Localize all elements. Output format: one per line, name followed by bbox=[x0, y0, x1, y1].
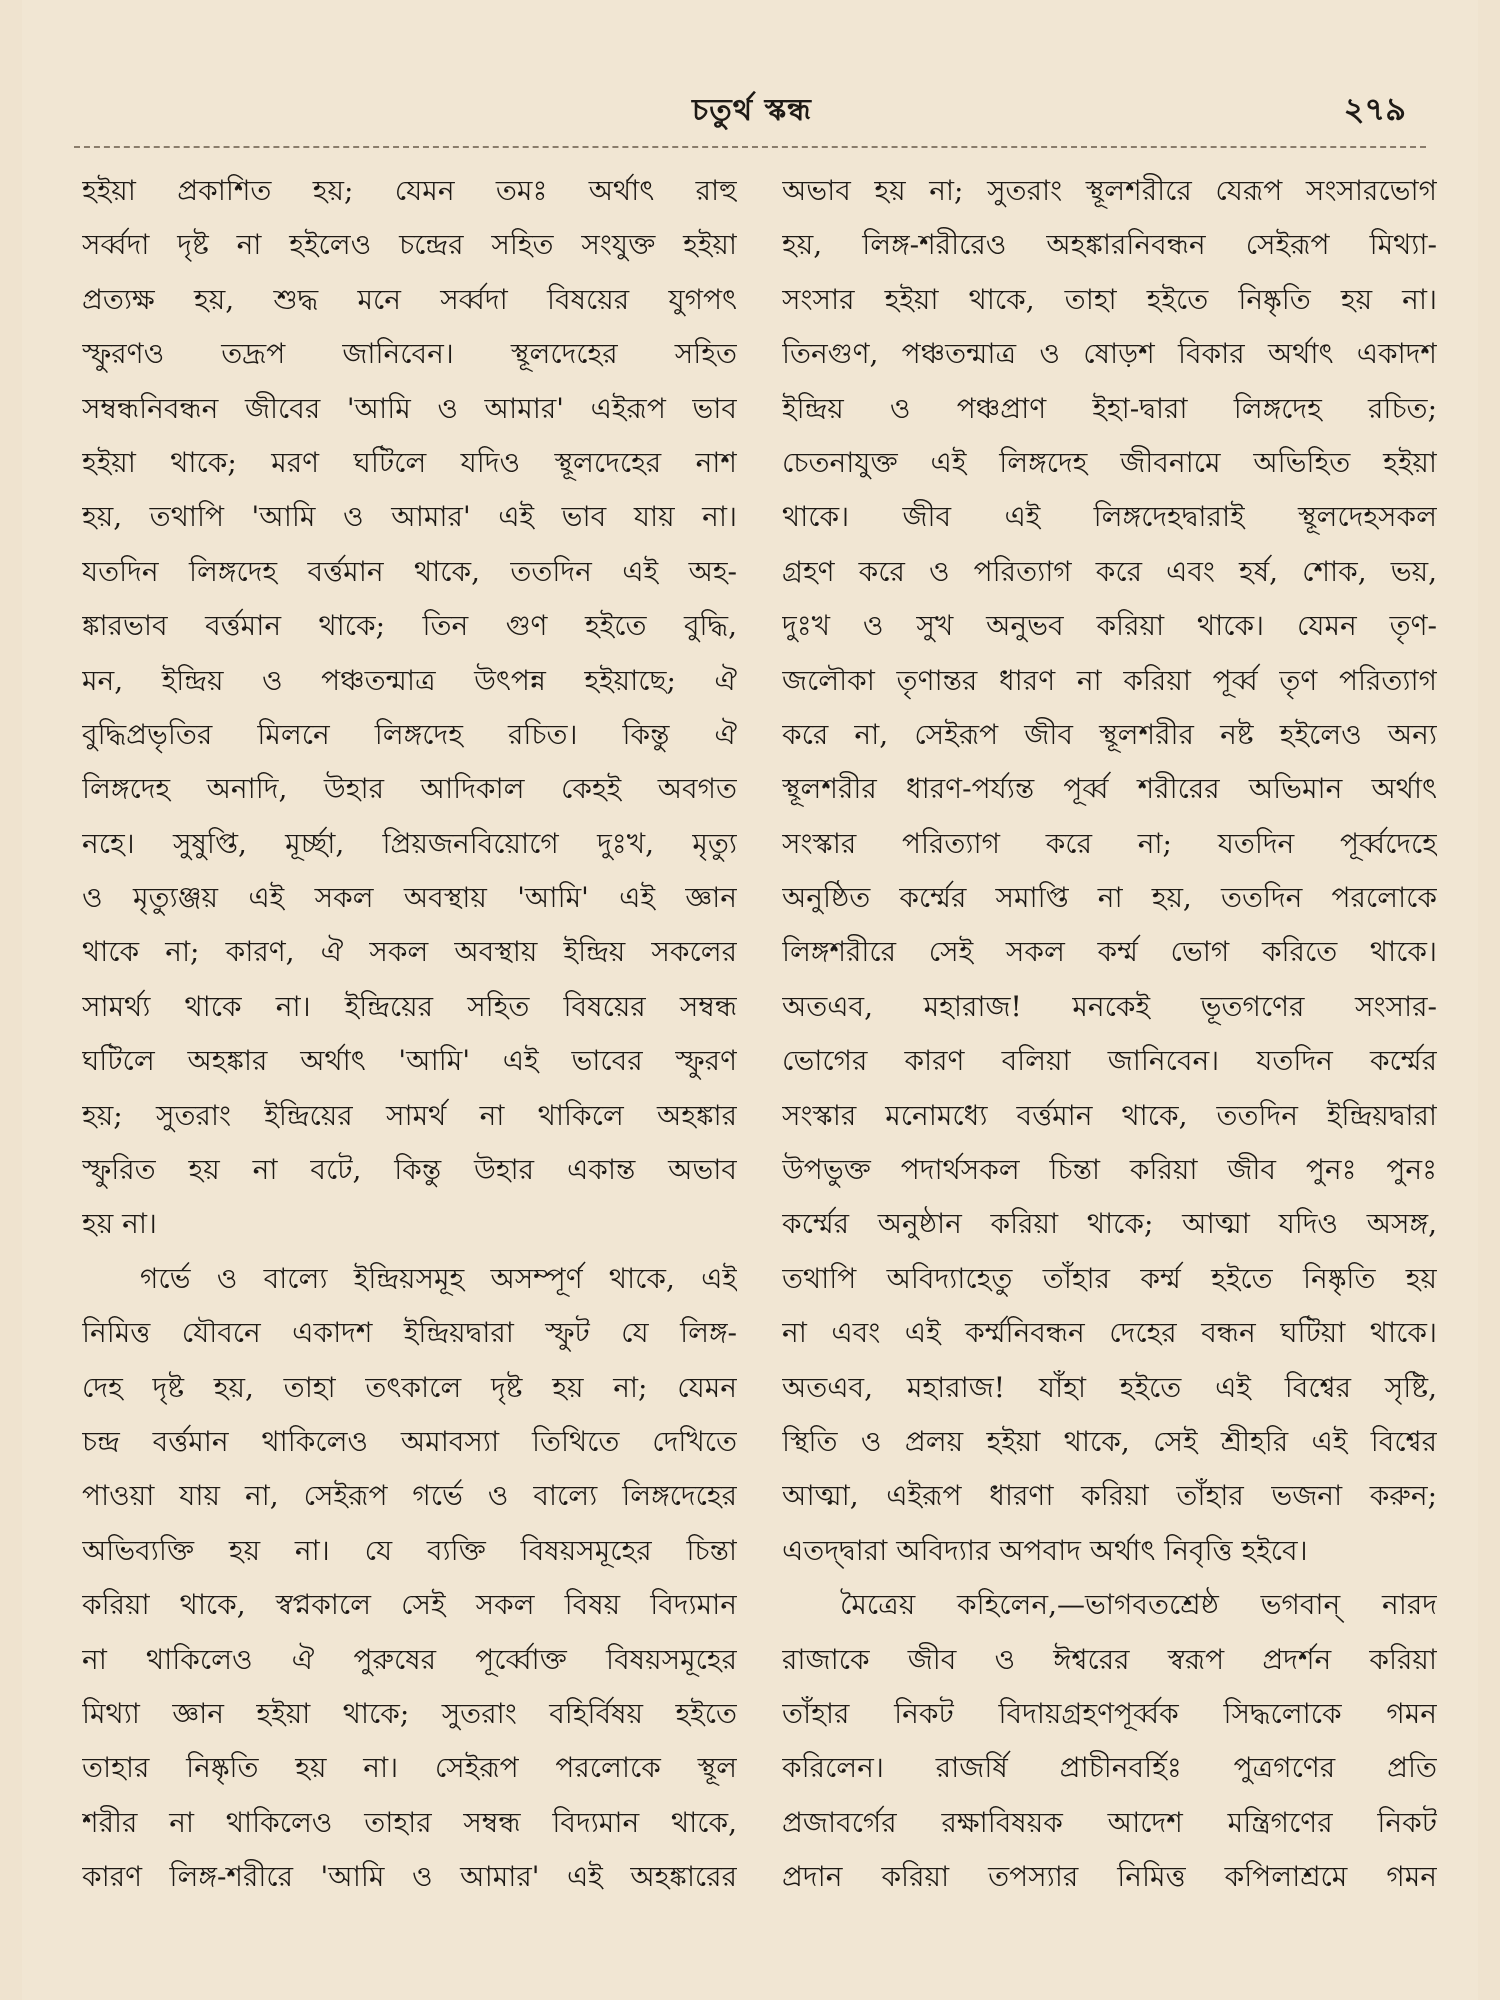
right-column bbox=[782, 164, 1437, 1905]
text-line: বুদ্ধিপ্রভৃতির মিলনে লিঙ্গদেহ রচিত। কিন্তু ঐ bbox=[82, 717, 737, 751]
page-number: ২৭৯ bbox=[1343, 90, 1406, 128]
text-line: স্ফুরিত হয় না বটে, কিন্তু উহার একান্ত অভাব bbox=[82, 1153, 737, 1187]
text-line: সর্ব্বদা দৃষ্ট না হইলেও চন্দ্রের সহিত সংযুক্ত হইয়া bbox=[82, 228, 737, 262]
text-line: প্রদান করিয়া তপস্যার নিমিত্ত কপিলাশ্রমে গমন bbox=[782, 1860, 1437, 1894]
text-line: স্ফুরণও তদ্রূপ জানিবেন। স্থূলদেহের সহিত bbox=[82, 337, 737, 371]
text-line: এতদ্দ্বারা অবিদ্যার অপবাদ অর্থাৎ নিবৃত্তি হইবে। bbox=[782, 1533, 1308, 1567]
text-line: চন্দ্র বর্ত্তমান থাকিলেও অমাবস্যা তিথিতে দেখিতে bbox=[82, 1424, 737, 1458]
text-line: জলৌকা তৃণান্তর ধারণ না করিয়া পূর্ব্ব তৃণ পরিত্যাগ bbox=[782, 663, 1437, 697]
text-line: নহে। সুষুপ্তি, মূর্চ্ছা, প্রিয়জনবিয়োগে দুঃখ, মৃত্যু bbox=[82, 826, 737, 860]
text-line: উপভুক্ত পদার্থসকল চিন্তা করিয়া জীব পুনঃ পুনঃ bbox=[782, 1153, 1437, 1187]
text-line: হয়, তথাপি 'আমি ও আমার' এই ভাব যায় না। bbox=[82, 500, 737, 534]
text-line: প্রজাবর্গের রক্ষাবিষয়ক আদেশ মন্ত্রিগণের নিকট bbox=[782, 1805, 1437, 1839]
text-line: সংসার হইয়া থাকে, তাহা হইতে নিষ্কৃতি হয় না। bbox=[782, 282, 1437, 316]
page bbox=[22, 0, 1478, 2000]
header-divider bbox=[74, 146, 1426, 148]
text-line: যতদিন লিঙ্গদেহ বর্ত্তমান থাকে, ততদিন এই অহ- bbox=[82, 554, 737, 588]
text-line: হয়, লিঙ্গ-শরীরেও অহঙ্কারনিবন্ধন সেইরূপ মিথ্যা- bbox=[782, 228, 1437, 262]
text-line: লিঙ্গদেহ অনাদি, উহার আদিকাল কেহই অবগত bbox=[82, 772, 737, 806]
text-line: না থাকিলেও ঐ পুরুষের পূর্ব্বোক্ত বিষয়সমূহের bbox=[82, 1642, 737, 1676]
text-line: অনুষ্ঠিত কর্ম্মের সমাপ্তি না হয়, ততদিন পরলোকে bbox=[782, 881, 1437, 915]
text-line: অতএব, মহারাজ! যাঁহা হইতে এই বিশ্বের সৃষ্টি, bbox=[782, 1370, 1437, 1404]
text-line: অভাব হয় না; সুতরাং স্থূলশরীরে যেরূপ সংসারভোগ bbox=[782, 174, 1437, 207]
text-line: চেতনাযুক্ত এই লিঙ্গদেহ জীবনামে অভিহিত হইয়া bbox=[782, 445, 1437, 479]
text-line: হয় না। bbox=[82, 1207, 157, 1241]
text-line: মন, ইন্দ্রিয় ও পঞ্চতন্মাত্র উৎপন্ন হইয়াছে; ঐ bbox=[82, 663, 737, 697]
text-line: সম্বন্ধনিবন্ধন জীবের 'আমি ও আমার' এইরূপ ভাব bbox=[82, 391, 737, 425]
text-line: সামর্থ্য থাকে না। ইন্দ্রিয়ের সহিত বিষয়ের সম্বন্ধ bbox=[82, 989, 737, 1023]
text-line: না এবং এই কর্ম্মনিবন্ধন দেহের বন্ধন ঘটিয়া থাকে। bbox=[782, 1316, 1437, 1350]
text-line: করে না, সেইরূপ জীব স্থূলশরীর নষ্ট হইলেও অন্য bbox=[782, 717, 1437, 751]
text-line: ইন্দ্রিয় ও পঞ্চপ্রাণ ইহা-দ্বারা লিঙ্গদেহ রচিত; bbox=[782, 391, 1437, 425]
text-line: করিলেন। রাজর্ষি প্রাচীনবর্হিঃ পুত্রগণের প্রতি bbox=[782, 1751, 1437, 1785]
text-line: করিয়া থাকে, স্বপ্নকালে সেই সকল বিষয় বিদ্যমান bbox=[82, 1588, 737, 1622]
text-line: কারণ লিঙ্গ-শরীরে 'আমি ও আমার' এই অহঙ্কারের bbox=[82, 1860, 737, 1894]
text-line: মিথ্যা জ্ঞান হইয়া থাকে; সুতরাং বহির্বিষয় হইতে bbox=[82, 1696, 737, 1730]
text-line: আত্মা, এইরূপ ধারণা করিয়া তাঁহার ভজনা করুন; bbox=[782, 1479, 1437, 1513]
text-line: দুঃখ ও সুখ অনুভব করিয়া থাকে। যেমন তৃণ- bbox=[782, 609, 1437, 643]
text-line: থাকে না; কারণ, ঐ সকল অবস্থায় ইন্দ্রিয় সকলের bbox=[82, 935, 737, 969]
text-line: দেহ দৃষ্ট হয়, তাহা তৎকালে দৃষ্ট হয় না; যেমন bbox=[82, 1370, 737, 1404]
text-line: প্রত্যক্ষ হয়, শুদ্ধ মনে সর্ব্বদা বিষয়ের যুগপৎ bbox=[82, 282, 737, 316]
text-line: গ্রহণ করে ও পরিত্যাগ করে এবং হর্ষ, শোক, ভয়, bbox=[782, 554, 1437, 588]
text-line: ঙ্কারভাব বর্ত্তমান থাকে; তিন গুণ হইতে বুদ্ধি, bbox=[82, 609, 737, 643]
text-line: হইয়া প্রকাশিত হয়; যেমন তমঃ অর্থাৎ রাহু bbox=[82, 174, 737, 207]
text-line: রাজাকে জীব ও ঈশ্বরের স্বরূপ প্রদর্শন করিয়া bbox=[782, 1642, 1437, 1676]
text-line: তাঁহার নিকট বিদায়গ্রহণপূর্ব্বক সিদ্ধলোকে গমন bbox=[782, 1696, 1437, 1730]
text-line: অতএব, মহারাজ! মনকেই ভূতগণের সংসার- bbox=[782, 989, 1437, 1023]
text-line: থাকে। জীব এই লিঙ্গদেহদ্বারাই স্থূলদেহসকল bbox=[782, 500, 1437, 534]
text-line: ভোগের কারণ বলিয়া জানিবেন। যতদিন কর্ম্মের bbox=[782, 1044, 1437, 1078]
text-line: তিনগুণ, পঞ্চতন্মাত্র ও ষোড়শ বিকার অর্থাৎ একাদশ bbox=[782, 337, 1437, 371]
text-line: তাহার নিষ্কৃতি হয় না। সেইরূপ পরলোকে স্থূল bbox=[82, 1751, 737, 1785]
text-line: শরীর না থাকিলেও তাহার সম্বন্ধ বিদ্যমান থাকে, bbox=[82, 1805, 737, 1839]
text-line: অভিব্যক্তি হয় না। যে ব্যক্তি বিষয়সমূহের চিন্তা bbox=[82, 1533, 737, 1567]
text-line: সংস্কার মনোমধ্যে বর্ত্তমান থাকে, ততদিন ইন্দ্রিয়দ্বারা bbox=[782, 1098, 1437, 1132]
text-line: হইয়া থাকে; মরণ ঘটিলে যদিও স্থূলদেহের নাশ bbox=[82, 445, 737, 479]
text-line: ও মৃত্যুঞ্জয় এই সকল অবস্থায় 'আমি' এই জ্ঞান bbox=[82, 881, 737, 915]
text-line: তথাপি অবিদ্যাহেতু তাঁহার কর্ম্ম হইতে নিষ্কৃতি হয় bbox=[782, 1261, 1437, 1295]
text-line: লিঙ্গশরীরে সেই সকল কর্ম্ম ভোগ করিতে থাকে। bbox=[782, 935, 1437, 969]
text-line: স্থূলশরীর ধারণ-পর্য্যন্ত পূর্ব্ব শরীরের অভিমান অর্থাৎ bbox=[782, 772, 1437, 806]
running-head: চতুর্থ স্কন্ধ bbox=[692, 93, 812, 128]
text-line: কর্ম্মের অনুষ্ঠান করিয়া থাকে; আত্মা যদিও অসঙ্গ, bbox=[782, 1207, 1437, 1241]
text-line: হয়; সুতরাং ইন্দ্রিয়ের সামর্থ না থাকিলে অহঙ্কার bbox=[82, 1098, 737, 1132]
page-header bbox=[22, 84, 1478, 134]
text-line: ঘটিলে অহঙ্কার অর্থাৎ 'আমি' এই ভাবের স্ফুরণ bbox=[82, 1044, 737, 1078]
left-column bbox=[82, 164, 737, 1905]
text-line: সংস্কার পরিত্যাগ করে না; যতদিন পূর্ব্বদেহে bbox=[782, 826, 1437, 860]
text-line: স্থিতি ও প্রলয় হইয়া থাকে, সেই শ্রীহরি এই বিশ্বের bbox=[782, 1424, 1437, 1458]
text-line: মৈত্রেয় কহিলেন,—ভাগবতশ্রেষ্ঠ ভগবান্ নারদ bbox=[840, 1588, 1437, 1622]
text-line: নিমিত্ত যৌবনে একাদশ ইন্দ্রিয়দ্বারা স্ফুট যে লিঙ্গ- bbox=[82, 1316, 737, 1350]
text-line: গর্ভে ও বাল্যে ইন্দ্রিয়সমূহ অসম্পূর্ণ থাকে, এই bbox=[140, 1261, 737, 1295]
text-line: পাওয়া যায় না, সেইরূপ গর্ভে ও বাল্যে লিঙ্গদেহের bbox=[82, 1479, 737, 1513]
